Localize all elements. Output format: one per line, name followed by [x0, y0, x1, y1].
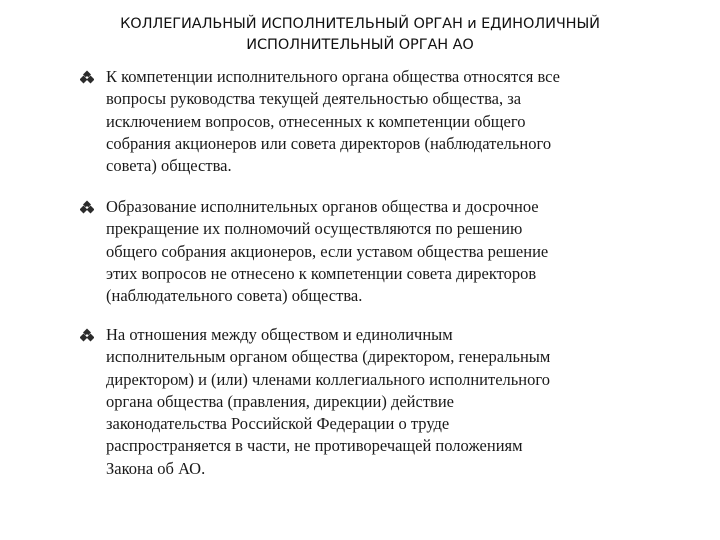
text-line: этих вопросов не отнесено к компетенции совета директоров — [106, 263, 537, 283]
text-line: исключением вопросов, отнесенных к компетенции общего — [106, 111, 526, 131]
text-line: исполнительным органом общества (директором, генеральным — [106, 347, 551, 367]
text-line: прекращение их полномочий осуществляются по решению — [106, 219, 523, 239]
text-line: совета) общества. — [106, 156, 232, 176]
bullet-text — [106, 196, 676, 307]
text-line: вопросы руководства текущей деятельностью общества, за — [106, 89, 522, 109]
text-line: собрания акционеров или совета директоров (наблюдательного — [106, 133, 552, 153]
text-line: органа общества (правления, дирекции) действие — [106, 391, 454, 411]
diamond-bullet-icon — [80, 200, 94, 214]
text-line: общего собрания акционеров, если уставом общества решение — [106, 241, 549, 261]
diamond-bullet-icon — [80, 328, 94, 342]
text-line: директором) и (или) членами коллегиального исполнительного — [106, 369, 550, 389]
title-line-2: ИСПОЛНИТЕЛЬНЫЙ ОРГАН АО — [246, 37, 474, 53]
text-line: Образование исполнительных органов общества и досрочное — [106, 197, 539, 216]
bullet-text — [106, 66, 676, 177]
text-line: (наблюдательного совета) общества. — [106, 286, 363, 306]
text-line: На отношения между обществом и единоличным — [106, 325, 453, 344]
text-line: распространяется в части, не противоречащей положениям — [106, 436, 523, 456]
page-title — [60, 14, 660, 56]
text-line: К компетенции исполнительного органа общества относятся все — [106, 67, 560, 86]
diamond-bullet-icon — [80, 70, 94, 84]
text-line: Закона об АО. — [106, 458, 206, 478]
title-line-1: КОЛЛЕГИАЛЬНЫЙ ИСПОЛНИТЕЛЬНЫЙ ОРГАН и ЕДИНОЛИЧНЫЙ — [120, 16, 600, 32]
bullet-text — [106, 324, 676, 480]
text-line: законодательства Российской Федерации о труде — [106, 414, 450, 434]
